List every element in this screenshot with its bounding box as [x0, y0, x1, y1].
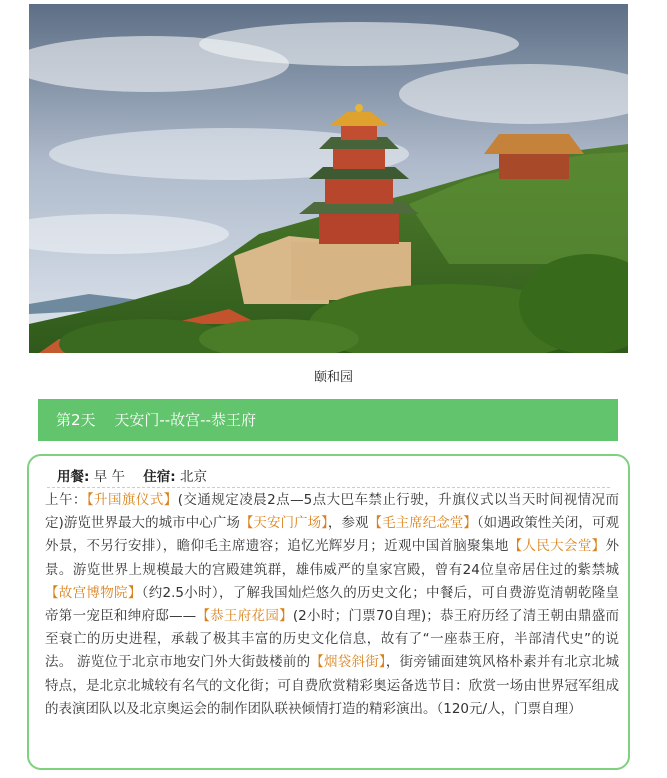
stay-value: 北京 [180, 469, 207, 485]
itinerary-description [45, 489, 619, 721]
day-header [38, 399, 618, 441]
desc-text: ，参观 [327, 515, 369, 532]
attraction-highlight: 【升国旗仪式】 [86, 492, 178, 508]
desc-text: 上午： [45, 492, 87, 508]
attraction-highlight: 【人民大会堂】 [508, 538, 606, 555]
desc-text: （约2.5小时），了解我国灿烂悠久的历史文化；中餐后，可自费游览清朝乾隆皇帝第一宠臣和绅府邸—— [45, 584, 620, 625]
desc-text: 外景。游览世界上规模最大的宫殿建筑群，雄伟威严的皇家宫殿，曾有24位皇帝居住过的紫禁城 [45, 538, 620, 578]
desc-text: (交通规定凌晨2点—5点大巴车禁止行驶，升旗仪式以当天时间视情况而定)游览世界最大的城市中心广场 [45, 492, 619, 532]
summer-palace-illustration [29, 4, 628, 353]
day-number: 第2天 [56, 411, 96, 429]
meals-label: 用餐: [57, 469, 90, 485]
attraction-highlight: 【故宫博物院】 [45, 584, 142, 601]
desc-text: ，街旁铺面建筑风格朴素并有北京北城特点，是北京北城较有名气的文化街；可自费欣赏精彩奥运备选节目：欣赏一场由世界冠军组成的表演团队以及北京奥运会的制作团队联袂倾情打造的精彩演出。（120元/人，门票自理） [45, 654, 620, 717]
attraction-highlight: 【烟袋斜街】 [310, 654, 386, 671]
desc-text: （如遇政策性关闭，可观外景，不另行安排），瞻仰毛主席遗容；追忆光辉岁月；近观中国首脑聚集地 [45, 515, 620, 555]
photo-caption: 颐和园 [313, 370, 353, 385]
attraction-highlight: 【毛主席纪念堂】 [368, 515, 477, 532]
attraction-highlight: 【天安门广场】 [239, 515, 328, 532]
summer-palace-photo [29, 4, 628, 353]
day-route: 天安门--故宫--恭王府 [114, 411, 256, 429]
desc-text: (2小时；门票70自理)；恭王府历经了清王朝由鼎盛而至衰亡的历史进程，承载了极其丰富的历史文化信息，故有了“一座恭王府，半部清代史”的说法。 游览位于北京市地安门外大街鼓楼前的 [45, 608, 620, 671]
divider [47, 487, 610, 488]
attraction-highlight: 【恭王府花园】 [196, 608, 293, 625]
meals-value: 早 午 [93, 469, 125, 485]
stay-label: 住宿: [143, 469, 176, 485]
itinerary-card [27, 454, 630, 770]
meals-line [57, 465, 207, 485]
